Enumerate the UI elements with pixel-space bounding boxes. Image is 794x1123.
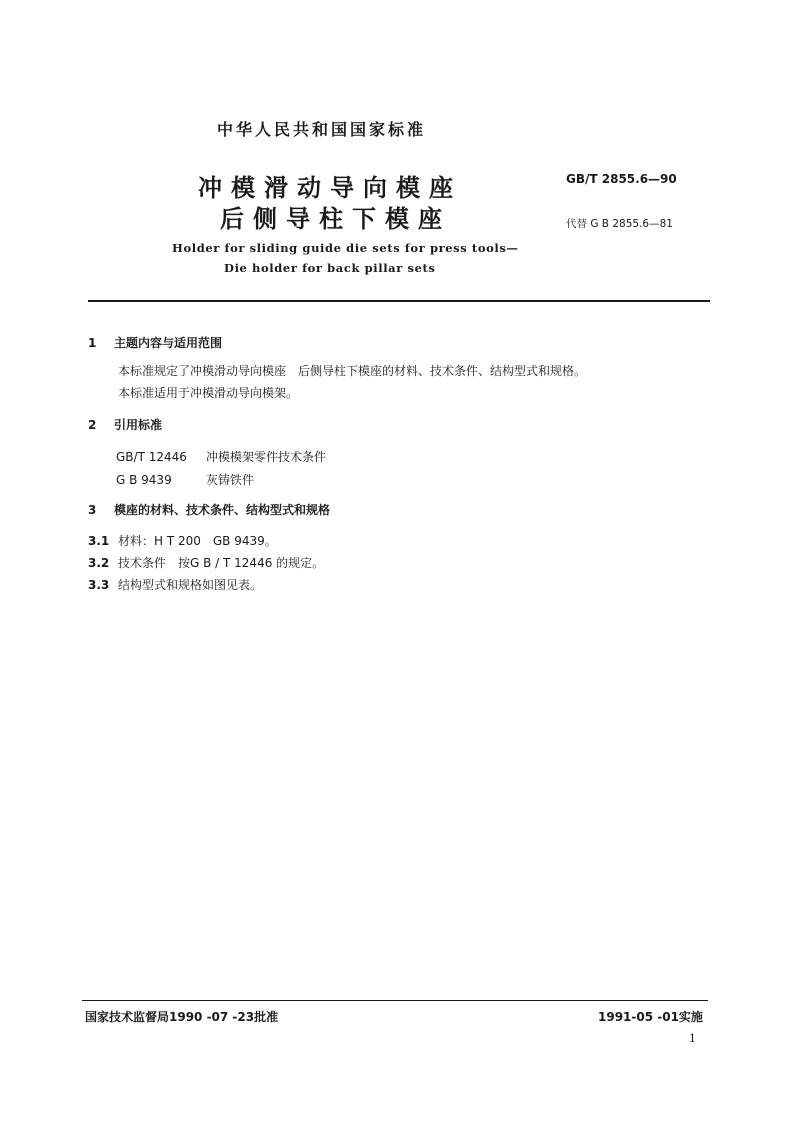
document-title-line1: 冲模滑动导向模座 [198, 174, 462, 202]
english-title-line1: Holder for sliding guide die sets for press tools— [172, 241, 519, 255]
header-divider [88, 300, 710, 302]
page-number: 1 [689, 1032, 696, 1045]
section-1-paragraph-1: 本标准规定了冲模滑动导向模座 后侧导柱下模座的材料、技术条件、结构型式和规格。 [118, 364, 587, 378]
english-title-line2: Die holder for back pillar sets [224, 261, 436, 275]
implementation-date: 1991-05 -01实施 [598, 1010, 703, 1024]
reference-standard-1 [116, 448, 326, 465]
standard-number: GB/T 2855.6—90 [566, 172, 677, 186]
reference-name-1: 冲模模架零件技术条件 [206, 450, 327, 464]
clause-3-1-text: 材料：H T 200 GB 9439。 [118, 534, 277, 548]
replaces-standard: 代替 G B 2855.6—81 [566, 218, 673, 230]
clause-3-3-text: 结构型式和规格如图见表。 [118, 578, 263, 592]
reference-code-1: GB/T 12446 [116, 450, 187, 464]
section-1-number: 1 [88, 336, 97, 350]
section-1-title: 主题内容与适用范围 [114, 336, 223, 350]
section-2-heading [88, 416, 162, 433]
clause-3-2 [88, 554, 324, 571]
section-3-title: 模座的材料、技术条件、结构型式和规格 [114, 503, 331, 517]
section-2-title: 引用标准 [114, 418, 163, 432]
clause-3-2-text: 技术条件 按G B / T 12446 的规定。 [118, 556, 325, 570]
reference-name-2: 灰铸铁件 [206, 473, 255, 487]
clause-3-1 [88, 532, 277, 549]
footer-divider [82, 1000, 708, 1001]
clause-3-3 [88, 576, 262, 593]
document-title-line2: 后侧导柱下模座 [220, 205, 451, 233]
reference-standard-2 [116, 471, 254, 488]
clause-3-1-number: 3.1 [88, 534, 110, 548]
approval-date: 国家技术监督局1990 -07 -23批准 [85, 1010, 279, 1024]
national-standard-heading: 中华人民共和国国家标准 [217, 120, 427, 139]
clause-3-2-number: 3.2 [88, 556, 110, 570]
section-3-number: 3 [88, 503, 97, 517]
section-2-number: 2 [88, 418, 97, 432]
section-1-heading [88, 334, 222, 351]
clause-3-3-number: 3.3 [88, 578, 110, 592]
reference-code-2: G B 9439 [116, 473, 172, 487]
section-1-paragraph-2: 本标准适用于冲模滑动导向模架。 [118, 386, 299, 400]
section-3-heading [88, 501, 330, 518]
